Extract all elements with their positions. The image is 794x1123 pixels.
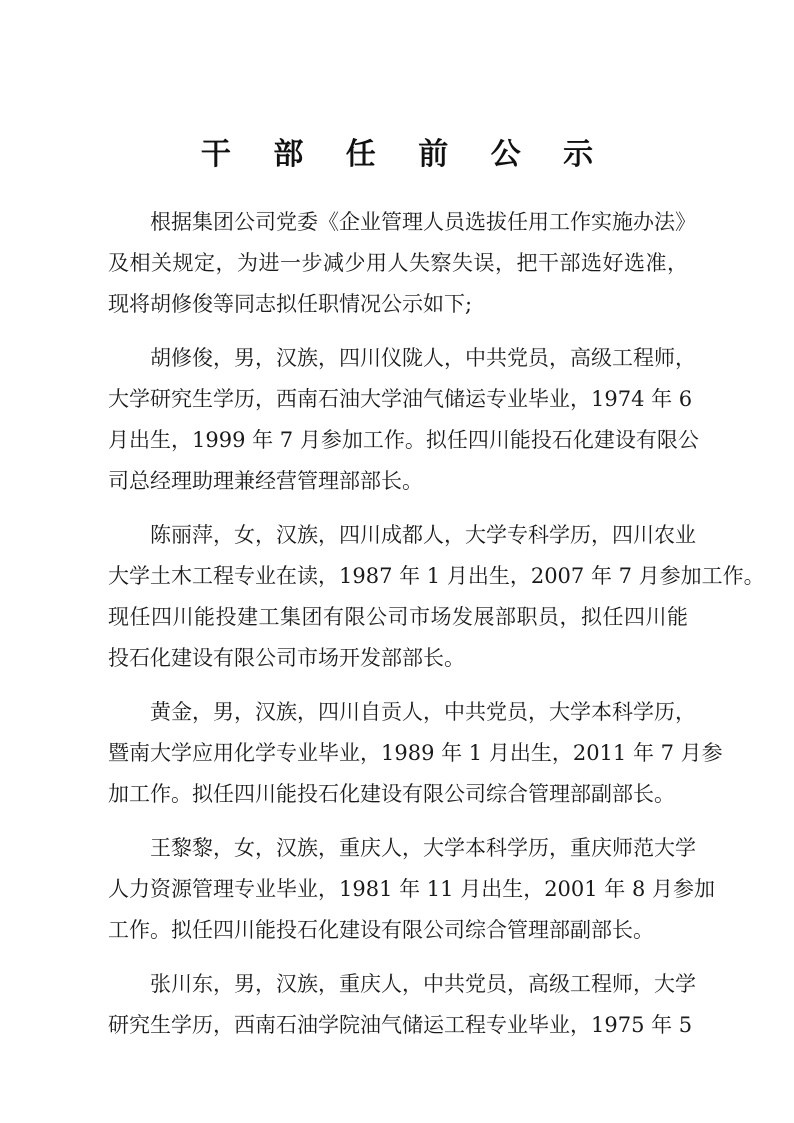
- paragraph-line: 研究生学历，西南石油学院油气储运工程专业毕业，1975 年 5: [108, 1013, 693, 1037]
- document-body: [108, 202, 765, 1059]
- paragraph-line: 大学研究生学历，西南石油大学油气储运专业毕业，1974 年 6: [108, 387, 693, 411]
- paragraph-line: 司总经理助理兼经营管理部部长。: [108, 469, 423, 493]
- paragraph-line: 月出生，1999 年 7 月参加工作。拟任四川能投石化建设有限公: [108, 428, 699, 452]
- paragraph-line: 加工作。拟任四川能投石化建设有限公司综合管理部副部长。: [108, 782, 675, 806]
- paragraph-line: 陈丽萍，女，汉族，四川成都人，大学专科学历，四川农业: [150, 523, 696, 547]
- paragraph-line: 胡修俊，男，汉族，四川仪陇人，中共党员，高级工程师，: [150, 346, 696, 370]
- document-title: 干 部 任 前 公 示: [200, 137, 610, 172]
- paragraph-line: 暨南大学应用化学专业毕业，1989 年 1 月出生，2011 年 7 月参: [108, 741, 723, 765]
- paragraph-candidate-4: [108, 828, 716, 951]
- paragraph-line: 王黎黎，女，汉族，重庆人，大学本科学历，重庆师范大学: [150, 836, 696, 860]
- paragraph-candidate-2: [108, 515, 765, 679]
- paragraph-line: 人力资源管理专业毕业，1981 年 11 月出生，2001 年 8 月参加: [108, 877, 716, 901]
- paragraph-intro: [108, 202, 696, 325]
- paragraph-line: 根据集团公司党委《企业管理人员选拔任用工作实施办法》: [150, 210, 696, 234]
- paragraph-line: 现将胡修俊等同志拟任职情况公示如下;: [108, 292, 473, 316]
- paragraph-line: 黄金，男，汉族，四川自贡人，中共党员，大学本科学历，: [150, 700, 696, 724]
- paragraph-line: 及相关规定，为进一步减少用人失察失误，把干部选好选准，: [108, 251, 688, 275]
- paragraph-line: 现任四川能投建工集团有限公司市场发展部职员，拟任四川能: [108, 605, 688, 629]
- paragraph-candidate-3: [108, 692, 723, 815]
- paragraph-candidate-1: [108, 338, 699, 502]
- paragraph-line: 工作。拟任四川能投石化建设有限公司综合管理部副部长。: [108, 918, 654, 942]
- paragraph-line: 张川东，男，汉族，重庆人，中共党员，高级工程师，大学: [150, 972, 696, 996]
- paragraph-line: 投石化建设有限公司市场开发部部长。: [108, 646, 465, 670]
- paragraph-candidate-5: [108, 964, 696, 1046]
- paragraph-line: 大学土木工程专业在读，1987 年 1 月出生，2007 年 7 月参加工作。: [108, 564, 765, 588]
